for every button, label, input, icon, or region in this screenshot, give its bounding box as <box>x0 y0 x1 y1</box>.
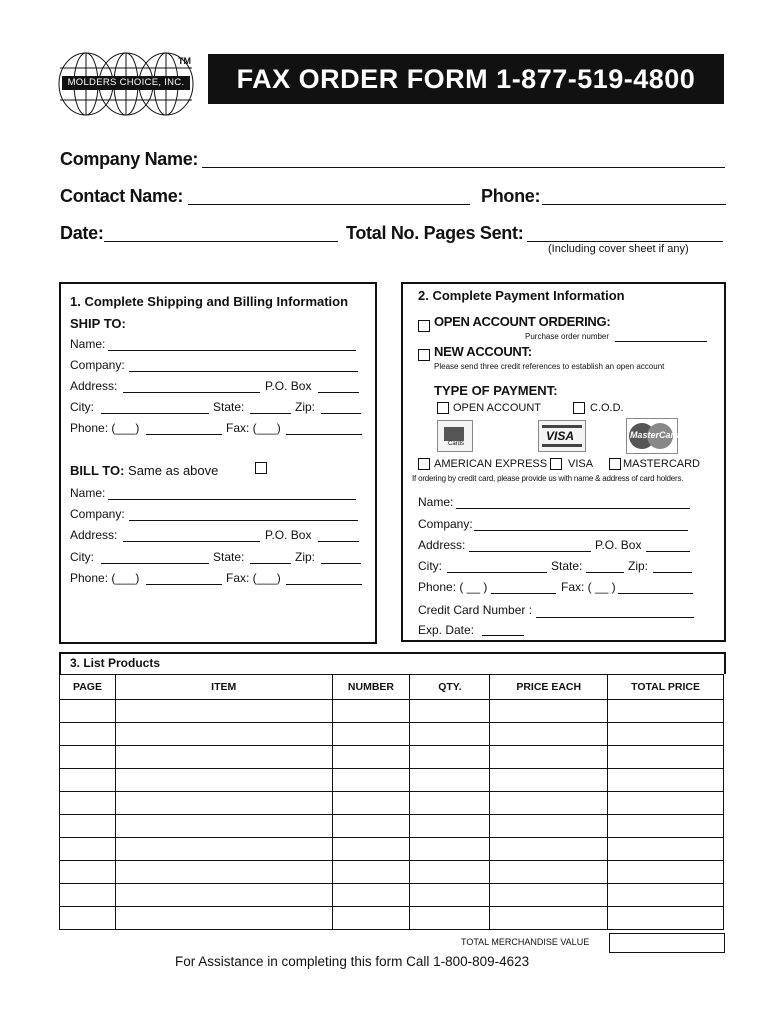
card-city-field[interactable] <box>447 572 547 573</box>
cell-item[interactable] <box>115 746 332 769</box>
bill-city-field[interactable] <box>101 563 209 564</box>
cell-number[interactable] <box>332 792 410 815</box>
table-row <box>60 769 724 792</box>
pages-note: (Including cover sheet if any) <box>548 243 689 255</box>
bill-city-label: City: <box>70 550 94 564</box>
cell-total-price[interactable] <box>608 700 724 723</box>
date-label: Date: <box>60 223 104 243</box>
cell-page[interactable] <box>60 792 116 815</box>
cell-number[interactable] <box>332 861 410 884</box>
cell-number[interactable] <box>332 815 410 838</box>
card-fax-field[interactable] <box>618 593 693 594</box>
phone-label: Phone: <box>481 186 541 206</box>
bill-phone-label: Phone: (___) <box>70 571 140 585</box>
cell-total-price[interactable] <box>608 838 724 861</box>
card-fax-label: Fax: ( __ ) <box>561 580 616 594</box>
trademark: TM <box>178 56 191 66</box>
table-row <box>60 884 724 907</box>
cell-number[interactable] <box>332 700 410 723</box>
card-state-field[interactable] <box>586 572 624 573</box>
cell-qty[interactable] <box>410 792 490 815</box>
cell-price-each[interactable] <box>490 838 608 861</box>
card-zip-field[interactable] <box>653 572 692 573</box>
ship-company-label: Company: <box>70 358 125 372</box>
cell-page[interactable] <box>60 838 116 861</box>
cell-number[interactable] <box>332 907 410 930</box>
cell-page[interactable] <box>60 769 116 792</box>
card-company-label: Company: <box>418 517 473 531</box>
cell-number[interactable] <box>332 746 410 769</box>
ship-phone-label: Phone: (___) <box>70 421 140 435</box>
table-row <box>60 792 724 815</box>
new-account-note: Please send three credit references to establish an open account <box>434 362 665 371</box>
bill-address-field[interactable] <box>123 541 260 542</box>
cell-total-price[interactable] <box>608 815 724 838</box>
bill-address-label: Address: <box>70 528 118 542</box>
table-row <box>60 838 724 861</box>
ship-company-field[interactable] <box>129 371 358 372</box>
visa-stripe-bottom <box>542 444 582 447</box>
amex-checkbox[interactable] <box>418 458 430 470</box>
total-pages-field[interactable] <box>527 241 723 242</box>
ship-city-label: City: <box>70 400 94 414</box>
date-field[interactable] <box>104 241 338 242</box>
total-merchandise-label: TOTAL MERCHANDISE VALUE <box>461 937 590 947</box>
logo-text: MOLDERS CHOICE, INC. <box>67 77 185 88</box>
card-zip-label: Zip: <box>628 559 649 573</box>
ship-address-field[interactable] <box>123 392 260 393</box>
cell-item[interactable] <box>115 907 332 930</box>
products-header-row <box>60 675 724 700</box>
ship-name-field[interactable] <box>108 350 356 351</box>
bill-fax-field[interactable] <box>286 584 362 585</box>
bill-po-box-field[interactable] <box>318 541 359 542</box>
form-title: FAX ORDER FORM 1-877-519-4800 <box>208 54 724 104</box>
amex-label: AMERICAN EXPRESS <box>434 458 548 470</box>
card-phone-label: Phone: ( __ ) <box>418 580 488 594</box>
ship-po-box-field[interactable] <box>318 392 359 393</box>
bill-zip-field[interactable] <box>321 563 361 564</box>
cell-total-price[interactable] <box>608 746 724 769</box>
cell-total-price[interactable] <box>608 884 724 907</box>
table-row <box>60 746 724 769</box>
bill-fax-label: Fax: (___) <box>226 571 281 585</box>
cell-qty[interactable] <box>410 815 490 838</box>
assistance-text: For Assistance in completing this form Call 1-800-809-4623 <box>175 954 530 969</box>
cell-total-price[interactable] <box>608 861 724 884</box>
products-table <box>59 674 724 930</box>
visa-stripe-top <box>542 425 582 428</box>
cell-qty[interactable] <box>410 907 490 930</box>
cell-page[interactable] <box>60 884 116 907</box>
ship-name-label: Name: <box>70 337 106 351</box>
card-po-box-field[interactable] <box>646 551 690 552</box>
cell-item[interactable] <box>115 792 332 815</box>
shipping-section-title: 1. Complete Shipping and Billing Information <box>70 294 349 309</box>
exp-date-label: Exp. Date: <box>418 623 475 637</box>
same-as-above-label: Same as above <box>128 463 219 478</box>
cell-total-price[interactable] <box>608 769 724 792</box>
contact-name-label: Contact Name: <box>60 186 184 206</box>
cell-page[interactable] <box>60 815 116 838</box>
products-section-title: 3. List Products <box>70 656 161 670</box>
cell-page[interactable] <box>60 861 116 884</box>
col-qty: QTY. <box>410 675 490 700</box>
table-row <box>60 815 724 838</box>
cell-price-each[interactable] <box>490 815 608 838</box>
bill-name-label: Name: <box>70 486 106 500</box>
visa-label: VISA <box>568 458 594 470</box>
new-account-label: NEW ACCOUNT: <box>434 344 532 359</box>
ship-state-label: State: <box>213 400 245 414</box>
ship-po-box-label: P.O. Box <box>265 379 312 393</box>
payment-section-title: 2. Complete Payment Information <box>418 288 625 303</box>
cell-price-each[interactable] <box>490 769 608 792</box>
bill-phone-field[interactable] <box>146 584 222 585</box>
cell-item[interactable] <box>115 815 332 838</box>
cod-label: C.O.D. <box>590 402 624 414</box>
table-row <box>60 907 724 930</box>
visa-logo-icon: VISA <box>546 429 575 443</box>
card-city-label: City: <box>418 559 442 573</box>
company-logo <box>58 50 194 118</box>
bill-to-label: BILL TO: <box>70 463 125 478</box>
col-price-each: PRICE EACH <box>490 675 608 700</box>
card-address-field[interactable] <box>469 551 591 552</box>
amex-logo-icon <box>444 427 464 441</box>
col-item: ITEM <box>115 675 332 700</box>
ship-fax-field[interactable] <box>286 434 362 435</box>
total-merchandise-field[interactable] <box>609 933 725 953</box>
cell-qty[interactable] <box>410 838 490 861</box>
card-name-field[interactable] <box>456 508 690 509</box>
cell-qty[interactable] <box>410 746 490 769</box>
cell-total-price[interactable] <box>608 723 724 746</box>
exp-date-field[interactable] <box>482 635 524 636</box>
ship-fax-label: Fax: (___) <box>226 421 281 435</box>
open-account-label: OPEN ACCOUNT <box>453 402 542 414</box>
cell-price-each[interactable] <box>490 746 608 769</box>
cell-qty[interactable] <box>410 884 490 907</box>
cell-item[interactable] <box>115 700 332 723</box>
bill-to-row <box>70 463 218 478</box>
cell-qty[interactable] <box>410 723 490 746</box>
ship-address-label: Address: <box>70 379 118 393</box>
mastercard-label: MASTERCARD <box>623 458 701 470</box>
card-po-box-label: P.O. Box <box>595 538 642 552</box>
cell-page[interactable] <box>60 723 116 746</box>
cell-page[interactable] <box>60 746 116 769</box>
total-pages-label: Total No. Pages Sent: <box>346 223 524 243</box>
cell-item[interactable] <box>115 723 332 746</box>
contact-name-field[interactable] <box>188 204 470 205</box>
open-account-ordering-checkbox[interactable] <box>418 320 430 332</box>
cell-price-each[interactable] <box>490 792 608 815</box>
cell-item[interactable] <box>115 884 332 907</box>
col-total-price: TOTAL PRICE <box>608 675 724 700</box>
card-name-label: Name: <box>418 495 454 509</box>
cell-item[interactable] <box>115 861 332 884</box>
amex-card-image <box>437 420 473 452</box>
amex-card-text: Cards <box>448 441 465 447</box>
ship-to-label: SHIP TO: <box>70 316 126 331</box>
table-row <box>60 700 724 723</box>
card-phone-field[interactable] <box>491 593 556 594</box>
open-account-checkbox[interactable] <box>437 402 449 414</box>
bill-state-label: State: <box>213 550 245 564</box>
cell-page[interactable] <box>60 700 116 723</box>
ship-zip-field[interactable] <box>321 413 361 414</box>
cell-qty[interactable] <box>410 769 490 792</box>
cod-checkbox[interactable] <box>573 402 585 414</box>
visa-card-image <box>538 420 586 452</box>
cell-item[interactable] <box>115 769 332 792</box>
card-address-label: Address: <box>418 538 466 552</box>
company-name-label: Company Name: <box>60 149 199 169</box>
ship-state-field[interactable] <box>250 413 291 414</box>
bill-company-field[interactable] <box>129 520 358 521</box>
cell-price-each[interactable] <box>490 884 608 907</box>
new-account-checkbox[interactable] <box>418 349 430 361</box>
card-company-field[interactable] <box>474 530 688 531</box>
bill-po-box-label: P.O. Box <box>265 528 312 542</box>
mastercard-card-image <box>626 418 678 454</box>
same-as-above-checkbox[interactable] <box>255 462 267 474</box>
table-row <box>60 861 724 884</box>
cell-price-each[interactable] <box>490 723 608 746</box>
col-page: PAGE <box>60 675 116 700</box>
phone-field[interactable] <box>542 204 726 205</box>
visa-checkbox[interactable] <box>550 458 562 470</box>
credit-card-note: If ordering by credit card, please provide us with name & address of card holders. <box>412 474 684 483</box>
mastercard-checkbox[interactable] <box>609 458 621 470</box>
col-number: NUMBER <box>332 675 410 700</box>
cell-item[interactable] <box>115 838 332 861</box>
ship-city-field[interactable] <box>101 413 209 414</box>
cell-qty[interactable] <box>410 700 490 723</box>
mastercard-logo-text: MasterCard <box>630 430 680 440</box>
bill-state-field[interactable] <box>250 563 291 564</box>
credit-card-number-field[interactable] <box>536 617 694 618</box>
bill-zip-label: Zip: <box>295 550 316 564</box>
cell-total-price[interactable] <box>608 907 724 930</box>
cell-number[interactable] <box>332 723 410 746</box>
company-name-field[interactable] <box>202 167 725 168</box>
type-of-payment-label: TYPE OF PAYMENT: <box>434 383 558 398</box>
cell-qty[interactable] <box>410 861 490 884</box>
cell-number[interactable] <box>332 884 410 907</box>
po-number-label: Purchase order number <box>525 332 610 341</box>
table-row <box>60 723 724 746</box>
bill-name-field[interactable] <box>108 499 356 500</box>
po-number-field[interactable] <box>615 341 707 342</box>
ship-phone-field[interactable] <box>146 434 222 435</box>
card-state-label: State: <box>551 559 583 573</box>
cell-number[interactable] <box>332 769 410 792</box>
cell-price-each[interactable] <box>490 700 608 723</box>
cell-price-each[interactable] <box>490 907 608 930</box>
open-account-ordering-label: OPEN ACCOUNT ORDERING: <box>434 314 611 329</box>
bill-company-label: Company: <box>70 507 125 521</box>
cell-price-each[interactable] <box>490 861 608 884</box>
cell-total-price[interactable] <box>608 792 724 815</box>
credit-card-number-label: Credit Card Number : <box>418 603 533 617</box>
ship-zip-label: Zip: <box>295 400 316 414</box>
cell-page[interactable] <box>60 907 116 930</box>
cell-number[interactable] <box>332 838 410 861</box>
